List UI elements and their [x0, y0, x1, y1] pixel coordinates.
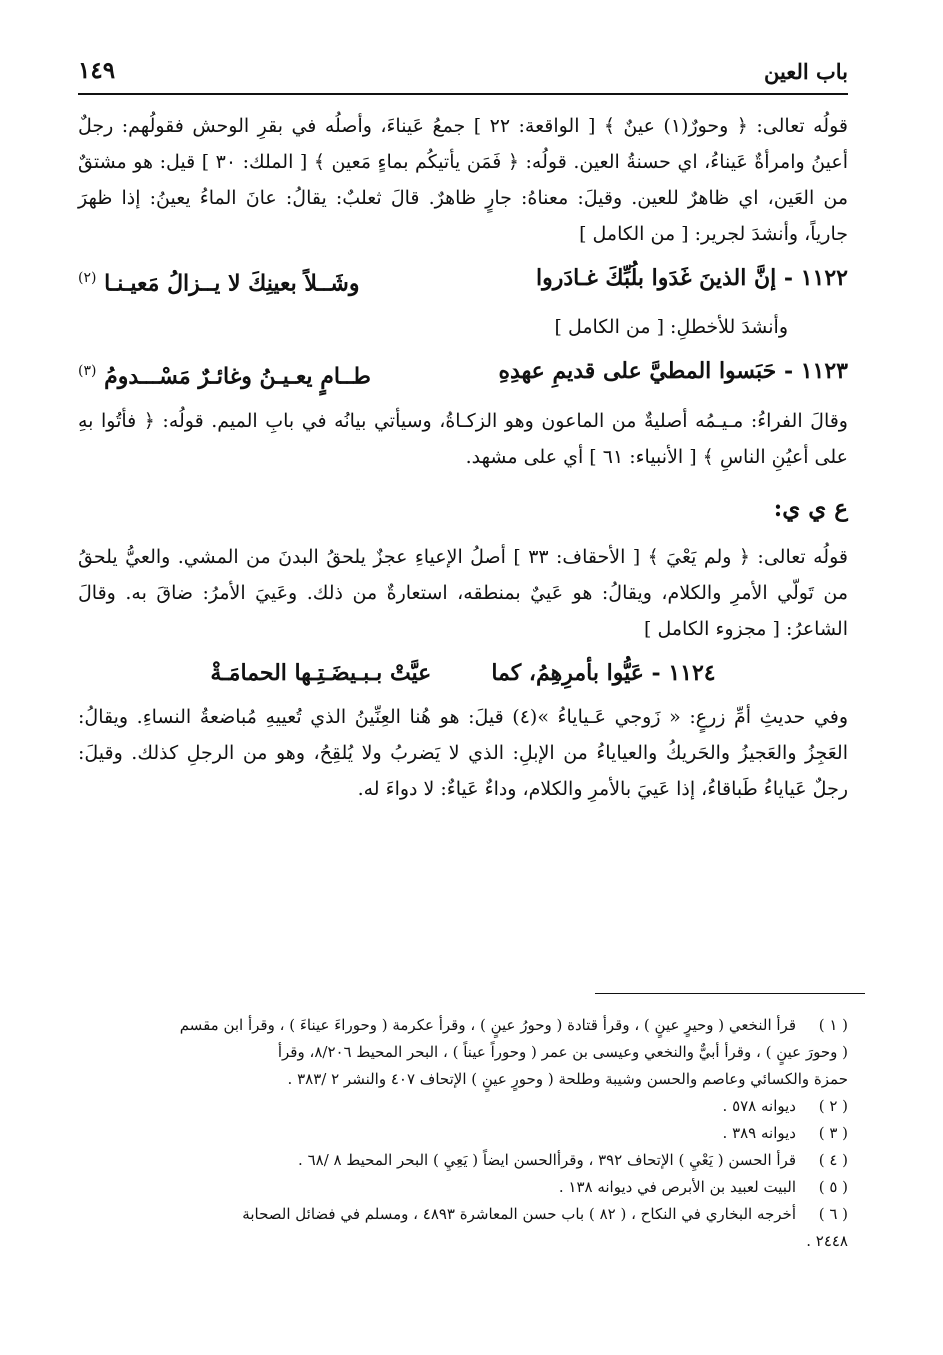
footnote-5 — [78, 1174, 848, 1201]
footnote-3 — [78, 1120, 848, 1147]
footnote-number: ( ٣ ) — [818, 1124, 848, 1142]
paragraph-farra: وقالَ الفراءُ: مـيـمُه أصليةٌ من الماعون وهو الزكـاةُ، وسيأتي بيانُه في بابِ الميم. قولُه: ﴿ فأتُوا بهِ على أعيُنِ الناسِ ﴾ [ الأنبياء: ٦١ ] أي على مشهد. — [78, 409, 848, 468]
footnote-text: ديوانه ٥٧٨ . — [722, 1097, 796, 1115]
footnote-text: حمزة والكسائي وعاصم والحسن وشيبة وطلحة ( وحورٍ عينٍ ) الإتحاف ٤٠٧ والنشر ٢ /٣٨٣ . — [287, 1070, 848, 1088]
verse-1122-second-hemistich-wrap — [78, 258, 359, 303]
verse-1123 — [78, 351, 848, 396]
page-number: ١٤٩ — [78, 57, 116, 84]
footnote-text: قرأ الحسن ( يَعْيِ ) الإتحاف ٣٩٢ ، وقرأالحسن ايضاً ( يَعِيِ ) البحر المحيط ٨ /٦٨ . — [298, 1151, 796, 1169]
verse-1122-first-hemistich: ١١٢٢ - إنَّ الذينَ غَدَوا بلُبِّكَ غـادَروا — [535, 265, 848, 291]
verse-1123-first-hemistich: ١١٢٣ - حَبَسوا المطيَّ على قديمِ عهدِهِ — [498, 358, 848, 385]
paragraph-akhtal: وأنشدَ للأخطلِ: [ من الكامل ] — [554, 316, 788, 339]
footnote-number: ( ٥ ) — [818, 1178, 848, 1196]
footnote-6-cont-1 — [78, 1228, 848, 1255]
footnote-2 — [78, 1093, 848, 1120]
footnote-number: ( ٤ ) — [818, 1151, 848, 1169]
footnotes — [78, 1012, 848, 1255]
footnote-4 — [78, 1147, 848, 1174]
footnote-text: ( وحورَ عينٍ ) ، وقرأ أبيٌّ والنخعي وعيسى بن عمر ( وحوراً عيناً ) ، البحر المحيط ٨/٢٠٦، وقرأ — [277, 1043, 848, 1061]
main-text — [78, 108, 848, 807]
footnote-number: ( ١ ) — [818, 1016, 848, 1034]
verse-1122 — [78, 258, 848, 303]
footnote-text: ديوانه ٣٨٩ . — [722, 1124, 796, 1142]
footnote-text: البيت لعبيد بن الأبرص في ديوانه ١٣٨ . — [558, 1178, 796, 1196]
footnote-1 — [78, 1012, 848, 1039]
paragraph-ayy: قولُه تعالى: ﴿ ولم يَعْيَ ﴾ [ الأحقاف: ٣٣ ] أصلُ الإعياءِ عجزٌ يلحقُ البدنَ من المشي. والعيُّ يلحقُ من تَولّي الأمرِ والكلام، ويقالُ: هو عَييٌ بمنطقه، استعارةٌ من ذلك. وعَييَ الأمرُ: ضاقَ به. وقالَ الشاعرُ: [ مجزوء الكامل ] — [78, 545, 848, 640]
section-heading: ع ي ي: — [773, 494, 848, 522]
paragraph-intro: قولُه تعالى: ﴿ وحورٌ(١) عينٌ ﴾ [ الواقعة: ٢٢ ] جمعُ عَيناءَ، وأصلُه في بقرِ الوحش فقولُهم: رجلٌ أعينُ وامرأةٌ عَيناءُ، اي حسنةُ العين. قولُه: ﴿ فَمَن يأتيكُم بماءٍ مَعين ﴾ [ الملك: ٣٠ ] قيل: هو مشتقٌ من العَين، اي ظاهرٌ للعين. وقيلَ: معناهُ: جارٍ ظاهرٌ. قالَ ثعلبٌ: يقالُ: عانَ الماءُ يعينُ: إذا ظهرَ جارياً، وأنشدَ لجرير: [ من الكامل ] — [78, 115, 848, 245]
verse-1123-second-hemistich: طــامٍ يعـيـنُ وغائـرٌ مَسْـــدومُ — [104, 363, 371, 390]
verse-1122-second-hemistich: وشَــلاً بعينِكَ لا يــزالُ مَعيـنـا — [104, 270, 360, 297]
verse-1124-second-hemistich: عيَّتْ بـبـيضَـتِـها الحمامَـةْ — [210, 659, 432, 686]
footnote-text: أخرجه البخاري في النكاح ، ( ٨٢ ) باب حسن المعاشرة ٤٨٩٣ ، ومسلم في فضائل الصحابة — [242, 1205, 796, 1223]
verse-1124 — [78, 653, 848, 693]
footnote-1-cont-2 — [78, 1066, 848, 1093]
footnote-number: ( ٢ ) — [818, 1097, 848, 1115]
footnote-6 — [78, 1201, 848, 1228]
footnote-text: ٢٤٤٨ . — [806, 1232, 848, 1250]
paragraph-umm-zar: وفي حديثِ أمِّ زرعٍ: « زَوجي عَـياياءُ »(٤) قيلَ: هو هُنا العِنِّينُ الذي تُعييهِ مُباضعةُ النساءِ. ويقالُ: العَجِزُ والعَجيزُ والحَريكُ والعياياءُ من الإبلِ: الذي لا يَضربُ ولا يُلقِحُ، وهو من الرجلِ كذلك. وقيلَ: رجلٌ عَياياءُ طَباقاءُ، إذا عَييَ بالأمرِ والكلام، وداءٌ عَياءٌ: لا دواءَ له. — [78, 705, 848, 800]
footnote-separator — [595, 993, 865, 994]
footnote-ref-3: (٣) — [78, 363, 97, 380]
verse-1123-second-hemistich-wrap — [78, 351, 371, 396]
footnote-number: ( ٦ ) — [818, 1205, 848, 1223]
footnote-ref-2: (٢) — [78, 270, 97, 286]
footnote-1-cont-1 — [78, 1039, 848, 1066]
chapter-title: باب العين — [763, 59, 848, 84]
running-header — [78, 55, 848, 95]
footnote-text: قرأ النخعي ( وحيرٍ عينٍ ) ، وقرأ قتادة ( وحورُ عينٍ ) ، وقرأ عكرمة ( وحوراءَ عيناءَ ) ، وقرأ ابن مقسم — [179, 1016, 796, 1034]
verse-1124-first-hemistich: ١١٢٤ - عَيُّوا بأمرِهِمُ، كما — [491, 659, 716, 686]
